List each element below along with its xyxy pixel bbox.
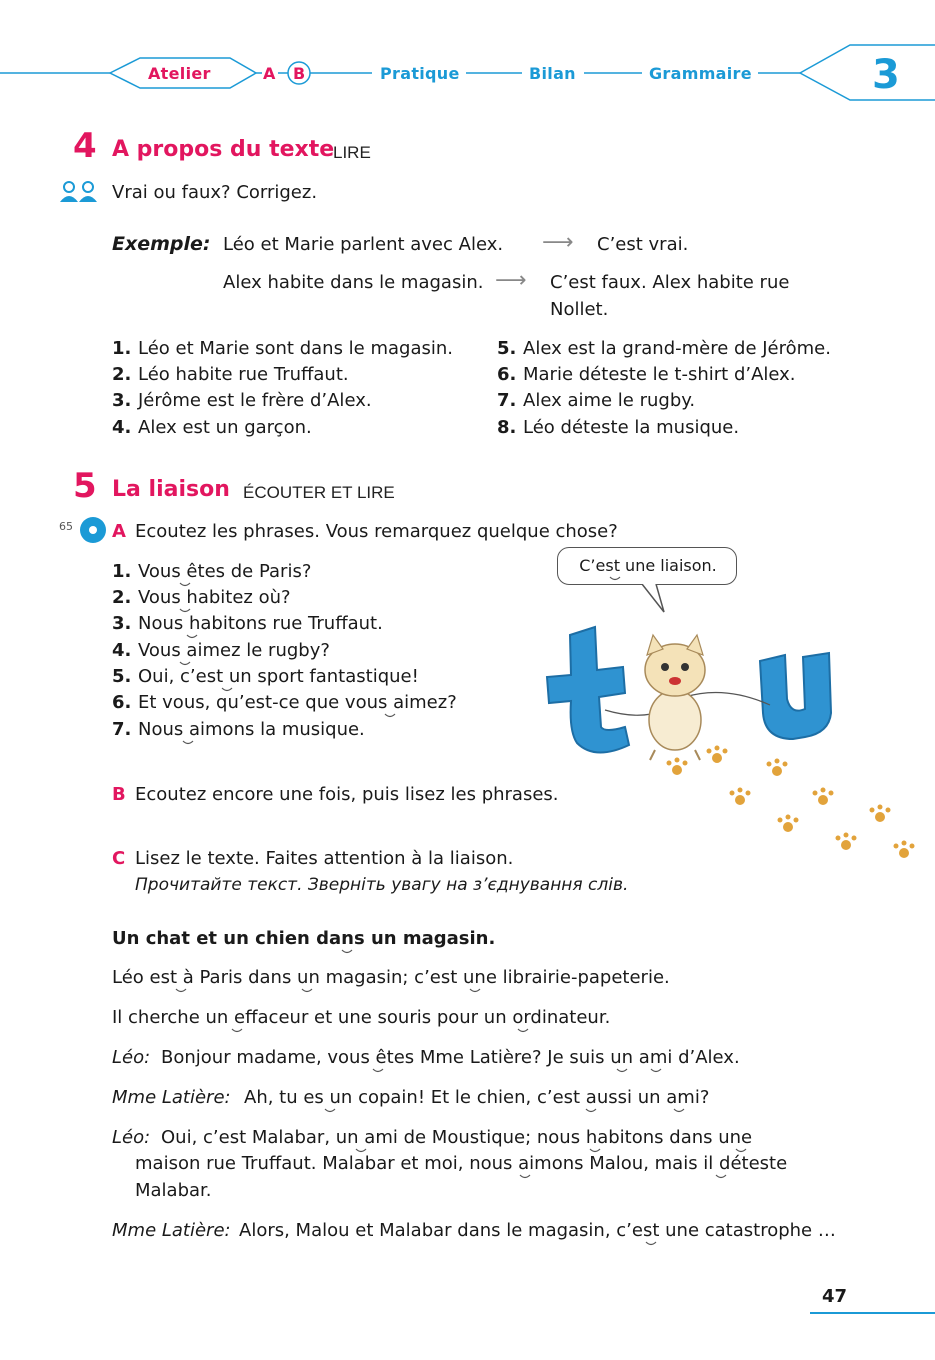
partC-translation: Прочитайте текст. Зверніть увагу на з’єднування слів. <box>135 875 629 895</box>
list-item: 2. Vous habitez où? <box>112 587 291 608</box>
reading-paragraph-1: Léo est à Paris dans un magasin; c’est une librairie-papeterie. <box>112 967 670 988</box>
top-navigation <box>0 40 935 104</box>
example2-arrow: ⟶ <box>495 268 527 293</box>
partB-letter: B <box>112 784 126 805</box>
speech-bubble <box>557 547 737 585</box>
nav-b[interactable]: B <box>293 64 306 83</box>
list-item: 1. Léo et Marie sont dans le magasin. <box>112 338 453 359</box>
list-item: 5. Oui, c’est un sport fantastique! <box>112 666 419 687</box>
partB-text: Ecoutez encore une fois, puis lisez les phrases. <box>135 784 559 805</box>
section4-instruction: Vrai ou faux? Corrigez. <box>112 182 318 203</box>
list-item: 3. Nous habitons rue Truffaut. <box>112 613 383 634</box>
dialogue-4-speaker: Mme Latière: <box>112 1220 231 1241</box>
dialogue-2-speaker: Mme Latière: <box>112 1087 231 1108</box>
speech-bubble-text: C’est une liaison. <box>579 556 717 575</box>
example1-answer: C’est vrai. <box>597 234 689 255</box>
audio-cd-icon[interactable] <box>80 517 106 543</box>
nav-lines <box>0 40 935 104</box>
list-item: 3. Jérôme est le frère d’Alex. <box>112 390 372 411</box>
reading-paragraph-2: Il cherche un effaceur et une souris pour un ordinateur. <box>112 1007 611 1028</box>
list-item: 6. Marie déteste le t-shirt d’Alex. <box>497 364 796 385</box>
dialogue-1-speaker: Léo: <box>112 1047 151 1068</box>
pair-work-icon <box>58 180 100 204</box>
dialogue-4-text: Alors, Malou et Malabar dans le magasin, c’est une catastrophe … <box>239 1220 836 1241</box>
section5-title: La liaison <box>112 477 230 502</box>
section5-number: 5 <box>73 466 97 506</box>
list-item: 4. Vous aimez le rugby? <box>112 640 330 661</box>
list-item: 1. Vous êtes de Paris? <box>112 561 312 582</box>
nav-atelier[interactable]: Atelier <box>148 64 211 83</box>
section4-number: 4 <box>73 126 97 166</box>
list-item: 7. Nous aimons la musique. <box>112 719 365 740</box>
nav-grammaire[interactable]: Grammaire <box>649 64 752 83</box>
nav-a[interactable]: A <box>263 64 276 83</box>
page-number: 47 <box>822 1286 848 1307</box>
dialogue-3-speaker: Léo: <box>112 1127 151 1148</box>
dialogue-1-text: Bonjour madame, vous êtes Mme Latière? Je suis un ami d’Alex. <box>161 1047 740 1068</box>
example2-statement: Alex habite dans le magasin. <box>223 272 484 293</box>
section5-skill: ÉCOUTER ET LIRE <box>243 483 395 502</box>
cat-character <box>645 635 705 760</box>
audio-track-number: 65 <box>59 520 73 533</box>
example1-arrow: ⟶ <box>542 230 574 255</box>
dialogue-2-text: Ah, tu es un copain! Et le chien, c’est aussi un ami? <box>244 1087 710 1108</box>
list-item: 2. Léo habite rue Truffaut. <box>112 364 349 385</box>
nav-bilan[interactable]: Bilan <box>529 64 576 83</box>
letter-u-shape <box>760 653 831 739</box>
example2-answer-line1: C’est faux. Alex habite rue <box>550 272 790 293</box>
liaison-illustration <box>535 615 935 865</box>
dialogue-3-line-3: Malabar. <box>135 1180 212 1201</box>
list-item: 8. Léo déteste la musique. <box>497 417 740 438</box>
dialogue-3-line-1: Oui, c’est Malabar, un ami de Moustique; nous habitons dans une <box>161 1127 753 1148</box>
speech-bubble-tail <box>640 584 670 616</box>
letter-t-shape <box>547 627 629 753</box>
footer-line <box>810 1312 935 1314</box>
nav-pratique[interactable]: Pratique <box>380 64 460 83</box>
example-label: Exemple: <box>112 233 211 255</box>
list-item: 5. Alex est la grand-mère de Jérôme. <box>497 338 831 359</box>
partA-letter: A <box>112 521 126 542</box>
paw-prints <box>667 746 915 859</box>
section4-title: A propos du texte <box>112 137 335 162</box>
list-item: 6. Et vous, qu’est-ce que vous aimez? <box>112 692 457 713</box>
section4-skill: LIRE <box>333 143 371 162</box>
partC-letter: C <box>112 848 126 869</box>
example1-statement: Léo et Marie parlent avec Alex. <box>223 234 504 255</box>
example2-answer-line2: Nollet. <box>550 299 609 320</box>
unit-number: 3 <box>872 52 900 98</box>
reading-title: Un chat et un chien dans un magasin. <box>112 928 496 949</box>
list-item: 7. Alex aime le rugby. <box>497 390 696 411</box>
partC-text: Lisez le texte. Faites attention à la liaison. <box>135 848 514 869</box>
partA-text: Ecoutez les phrases. Vous remarquez quelque chose? <box>135 521 618 542</box>
list-item: 4. Alex est un garçon. <box>112 417 312 438</box>
dialogue-3-line-2: maison rue Truffaut. Malabar et moi, nous aimons Malou, mais il déteste <box>135 1153 788 1174</box>
